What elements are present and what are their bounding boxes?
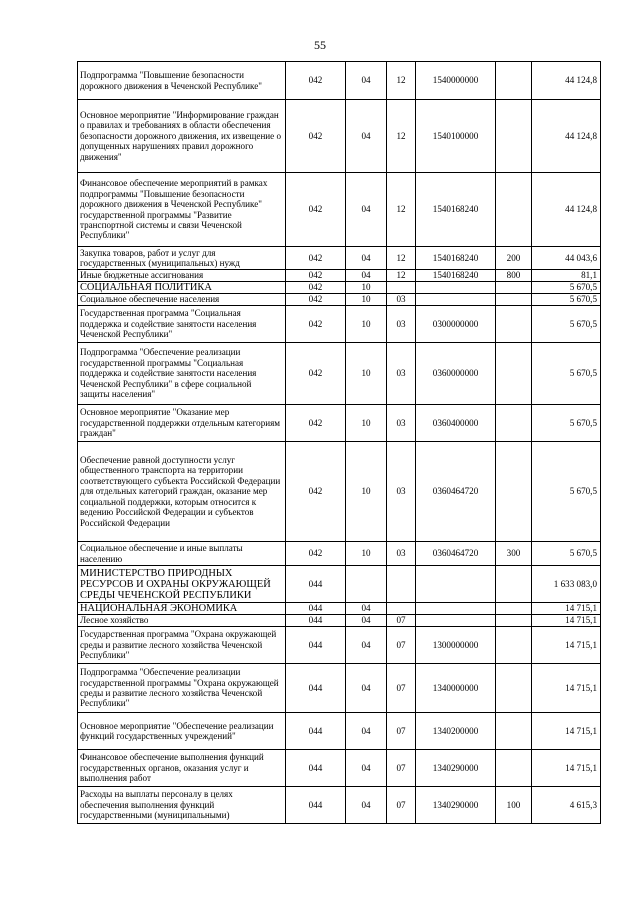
ministry-code: 044 <box>286 750 346 787</box>
table-row <box>78 713 601 750</box>
ministry-code: 044 <box>286 615 346 627</box>
table-row <box>78 542 601 566</box>
subsection-code: 03 <box>387 542 416 566</box>
row-name: Основное мероприятие "Информирование граждан о правилах и требованиях в области обеспечения безопасности дорожного движения, их извещение о допущенных нарушениях правил дорожного движения" <box>78 100 286 173</box>
subsection-code: 12 <box>387 247 416 270</box>
section-code: 10 <box>346 294 387 306</box>
ministry-code: 042 <box>286 100 346 173</box>
ministry-code: 044 <box>286 566 346 603</box>
amount-value: 5 670,5 <box>532 542 601 566</box>
table-row <box>78 442 601 542</box>
subsection-code: 07 <box>387 787 416 824</box>
target-article-code: 0360464720 <box>416 542 496 566</box>
target-article-code: 0360464720 <box>416 442 496 542</box>
target-article-code: 1540168240 <box>416 173 496 247</box>
section-code: 04 <box>346 247 387 270</box>
target-article-code <box>416 566 496 603</box>
subsection-code: 12 <box>387 62 416 100</box>
subsection-code: 03 <box>387 306 416 343</box>
table-row <box>78 603 601 615</box>
section-code: 04 <box>346 62 387 100</box>
table-row <box>78 405 601 442</box>
amount-value: 14 715,1 <box>532 713 601 750</box>
target-article-code: 0360000000 <box>416 343 496 405</box>
section-code: 10 <box>346 442 387 542</box>
expense-type-code <box>496 615 532 627</box>
subsection-code: 03 <box>387 294 416 306</box>
ministry-code: 042 <box>286 282 346 294</box>
expense-type-code <box>496 627 532 664</box>
expense-type-code <box>496 62 532 100</box>
expense-type-code <box>496 713 532 750</box>
row-name: Основное мероприятие "Обеспечение реализации функций государственных учреждений" <box>78 713 286 750</box>
section-code: 04 <box>346 787 387 824</box>
row-name: Подпрограмма "Обеспечение реализации государственной программы "Охрана окружающей среды и развитие лесного хозяйства Чеченской Республики" <box>78 664 286 713</box>
ministry-code: 042 <box>286 343 346 405</box>
ministry-code: 042 <box>286 173 346 247</box>
amount-value: 4 615,3 <box>532 787 601 824</box>
section-code: 04 <box>346 603 387 615</box>
expense-type-code <box>496 173 532 247</box>
section-code: 10 <box>346 306 387 343</box>
amount-value: 44 043,6 <box>532 247 601 270</box>
row-name: Социальное обеспечение населения <box>78 294 286 306</box>
ministry-code: 042 <box>286 247 346 270</box>
target-article-code: 1340290000 <box>416 750 496 787</box>
subsection-code: 07 <box>387 664 416 713</box>
target-article-code: 1340290000 <box>416 787 496 824</box>
section-code <box>346 566 387 603</box>
row-name: Финансовое обеспечение выполнения функций государственных органов, оказания услуг и выполнения работ <box>78 750 286 787</box>
table-row <box>78 247 601 270</box>
expense-type-code <box>496 100 532 173</box>
section-code: 04 <box>346 615 387 627</box>
table-body <box>78 62 601 824</box>
amount-value: 5 670,5 <box>532 442 601 542</box>
expense-type-code <box>496 566 532 603</box>
expense-type-code <box>496 603 532 615</box>
row-name: Финансовое обеспечение мероприятий в рамках подпрограммы "Повышение безопасности дорожного движения в Чеченской Республике" государственной программы "Развитие транспортной системы и связи Чеченской Республики" <box>78 173 286 247</box>
expense-type-code <box>496 294 532 306</box>
subsection-code: 07 <box>387 615 416 627</box>
amount-value: 44 124,8 <box>532 100 601 173</box>
amount-value: 5 670,5 <box>532 282 601 294</box>
row-name: Основное мероприятие "Оказание мер государственной поддержки отдельным категориям граждан" <box>78 405 286 442</box>
subsection-code <box>387 282 416 294</box>
target-article-code: 1340200000 <box>416 713 496 750</box>
subsection-code: 12 <box>387 100 416 173</box>
target-article-code <box>416 282 496 294</box>
amount-value: 44 124,8 <box>532 173 601 247</box>
section-code: 04 <box>346 627 387 664</box>
table-row <box>78 566 601 603</box>
target-article-code <box>416 294 496 306</box>
section-code: 04 <box>346 713 387 750</box>
section-code: 10 <box>346 343 387 405</box>
ministry-code: 042 <box>286 405 346 442</box>
amount-value: 5 670,5 <box>532 294 601 306</box>
row-name: Обеспечение равной доступности услуг общественного транспорта на территории соответствующего субъекта Российской Федерации для отдельных категорий граждан, оказание мер социальной поддержки, которым относится к ведению Российской Федерации и субъектов Российской Федерации <box>78 442 286 542</box>
target-article-code: 1540168240 <box>416 270 496 282</box>
amount-value: 81,1 <box>532 270 601 282</box>
ministry-code: 044 <box>286 603 346 615</box>
ministry-code: 042 <box>286 62 346 100</box>
section-code: 10 <box>346 282 387 294</box>
row-name: Государственная программа "Охрана окружающей среды и развитие лесного хозяйства Чеченской Республики" <box>78 627 286 664</box>
amount-value: 14 715,1 <box>532 603 601 615</box>
ministry-code: 044 <box>286 713 346 750</box>
amount-value: 14 715,1 <box>532 615 601 627</box>
amount-value: 14 715,1 <box>532 664 601 713</box>
ministry-code: 042 <box>286 294 346 306</box>
subsection-code: 03 <box>387 405 416 442</box>
section-code: 04 <box>346 270 387 282</box>
section-code: 04 <box>346 664 387 713</box>
page-number: 55 <box>314 38 326 52</box>
amount-value: 44 124,8 <box>532 62 601 100</box>
amount-value: 5 670,5 <box>532 405 601 442</box>
table-row <box>78 343 601 405</box>
expense-type-code: 300 <box>496 542 532 566</box>
section-code: 04 <box>346 750 387 787</box>
target-article-code: 1300000000 <box>416 627 496 664</box>
ministry-code: 042 <box>286 542 346 566</box>
expense-type-code: 800 <box>496 270 532 282</box>
target-article-code: 0300000000 <box>416 306 496 343</box>
target-article-code <box>416 615 496 627</box>
ministry-code: 044 <box>286 787 346 824</box>
row-name: Расходы на выплаты персоналу в целях обеспечения выполнения функций государственными (муниципальными) <box>78 787 286 824</box>
subsection-code: 12 <box>387 173 416 247</box>
amount-value: 1 633 083,0 <box>532 566 601 603</box>
table-row <box>78 282 601 294</box>
table-row <box>78 100 601 173</box>
row-name: Социальное обеспечение и иные выплаты населению <box>78 542 286 566</box>
row-name: Лесное хозяйство <box>78 615 286 627</box>
expense-type-code <box>496 750 532 787</box>
expense-type-code <box>496 405 532 442</box>
subsection-code: 07 <box>387 713 416 750</box>
table-row <box>78 306 601 343</box>
subsection-code: 03 <box>387 343 416 405</box>
row-name: Подпрограмма "Обеспечение реализации государственной программы "Социальная поддержка и содействие занятости населения Чеченской Республики" в сфере социальной защиты населения" <box>78 343 286 405</box>
expense-type-code: 100 <box>496 787 532 824</box>
ministry-code: 044 <box>286 664 346 713</box>
row-name: Подпрограмма "Повышение безопасности дорожного движения в Чеченской Республике" <box>78 62 286 100</box>
target-article-code: 0360400000 <box>416 405 496 442</box>
row-name: МИНИСТЕРСТВО ПРИРОДНЫХ РЕСУРСОВ И ОХРАНЫ ОКРУЖАЮЩЕЙ СРЕДЫ ЧЕЧЕНСКОЙ РЕСПУБЛИКИ <box>78 566 286 603</box>
amount-value: 5 670,5 <box>532 343 601 405</box>
expense-type-code: 200 <box>496 247 532 270</box>
budget-table <box>77 61 601 824</box>
table-row <box>78 787 601 824</box>
target-article-code: 1340000000 <box>416 664 496 713</box>
target-article-code: 1540000000 <box>416 62 496 100</box>
section-code: 04 <box>346 173 387 247</box>
row-name: Государственная программа "Социальная поддержка и содействие занятости населения Чеченской Республики" <box>78 306 286 343</box>
table-row <box>78 62 601 100</box>
table-row <box>78 294 601 306</box>
expense-type-code <box>496 282 532 294</box>
target-article-code: 1540100000 <box>416 100 496 173</box>
section-code: 10 <box>346 542 387 566</box>
subsection-code: 07 <box>387 750 416 787</box>
subsection-code: 07 <box>387 627 416 664</box>
expense-type-code <box>496 664 532 713</box>
row-name: Закупка товаров, работ и услуг для государственных (муниципальных) нужд <box>78 247 286 270</box>
table-row <box>78 750 601 787</box>
target-article-code: 1540168240 <box>416 247 496 270</box>
ministry-code: 042 <box>286 442 346 542</box>
row-name: НАЦИОНАЛЬНАЯ ЭКОНОМИКА <box>78 603 286 615</box>
table-row <box>78 173 601 247</box>
amount-value: 14 715,1 <box>532 627 601 664</box>
subsection-code: 12 <box>387 270 416 282</box>
ministry-code: 042 <box>286 270 346 282</box>
section-code: 10 <box>346 405 387 442</box>
table-row <box>78 615 601 627</box>
expense-type-code <box>496 306 532 343</box>
row-name: Иные бюджетные ассигнования <box>78 270 286 282</box>
amount-value: 5 670,5 <box>532 306 601 343</box>
row-name: СОЦИАЛЬНАЯ ПОЛИТИКА <box>78 282 286 294</box>
section-code: 04 <box>346 100 387 173</box>
ministry-code: 044 <box>286 627 346 664</box>
subsection-code <box>387 566 416 603</box>
expense-type-code <box>496 442 532 542</box>
subsection-code: 03 <box>387 442 416 542</box>
table-row <box>78 270 601 282</box>
subsection-code <box>387 603 416 615</box>
target-article-code <box>416 603 496 615</box>
table-row <box>78 627 601 664</box>
ministry-code: 042 <box>286 306 346 343</box>
table-row <box>78 664 601 713</box>
amount-value: 14 715,1 <box>532 750 601 787</box>
expense-type-code <box>496 343 532 405</box>
